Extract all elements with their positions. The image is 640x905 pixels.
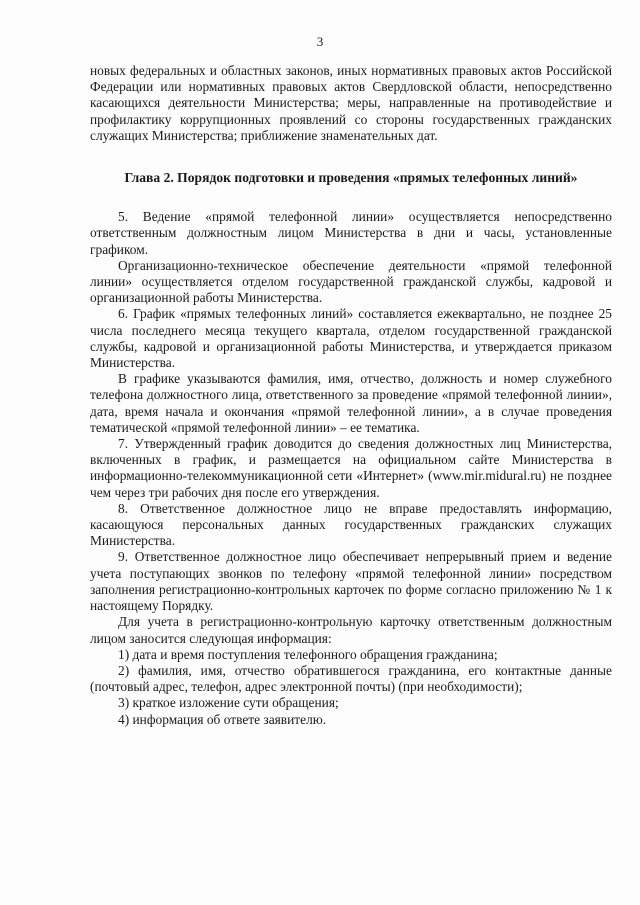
paragraph-8: 8. Ответственное должностное лицо не вправе предоставлять информацию, касающуюся персональных данных государственных гражданских служащих Министерства. [90, 500, 612, 549]
paragraph-6: 6. График «прямых телефонных линий» составляется ежеквартально, не позднее 25 числа последнего месяца текущего квартала, отделом государственной гражданской службы, кадровой и организационной работы Министерства, и утверждается приказом Министерства. [90, 306, 612, 371]
list-item-4: 4) информация об ответе заявителю. [118, 711, 327, 727]
paragraph-6-schedule: В графике указываются фамилия, имя, отчество, должность и номер служебного телефона должностного лица, ответственного за проведение «прямой телефонной линии», дата, время начала и окончания «прямой телефонной линии», а в случае проведения тематической «прямой телефонной линии» – ее тематика. [90, 371, 612, 435]
paragraph-9-info: Для учета в регистрационно-контрольную карточку ответственным должностным лицом заносится следующая информация: [90, 614, 612, 646]
paragraph-9: 9. Ответственное должностное лицо обеспечивает непрерывный прием и ведение учета поступающих звонков по телефону «прямой телефонной линии» посредством заполнения регистрационно-контрольных карточек по форме согласно приложению № 1 к настоящему Порядку. [90, 549, 612, 614]
intro-paragraph: новых федеральных и областных законов, иных нормативных правовых актов Российской Федерации или нормативных правовых актов Свердловской области, непосредственно касающихся деятельности Министерства; меры, направленные на противодействие и профилактику коррупционных проявлений со стороны государственных гражданских служащих Министерства; приближение знаменательных дат. [90, 63, 612, 143]
list-item-2: 2) фамилия, имя, отчество обратившегося гражданина, его контактные данные (почтовый адрес, телефон, адрес электронной почты) (при необходимости); [90, 662, 612, 695]
list-item-3: 3) краткое изложение сути обращения; [118, 695, 339, 711]
chapter-title: Глава 2. Порядок подготовки и проведения «прямых телефонных линий» [124, 170, 578, 186]
paragraph-7: 7. Утвержденный график доводится до сведения должностных лиц Министерства, включенных в график, и размещается на официальном сайте Министерства в информационно-телекоммуникационной сети «Интернет» (www.mir.midural.ru) не позднее чем через три рабочих дня после его утверждения. [90, 436, 612, 500]
list-item-1: 1) дата и время поступления телефонного обращения гражданина; [118, 646, 498, 662]
paragraph-5: 5. Ведение «прямой телефонной линии» осуществляется непосредственно ответственным должностным лицом Министерства в дни и часы, установленные графиком. [90, 209, 612, 257]
page-number: 3 [316, 34, 324, 49]
document-body [90, 63, 612, 728]
paragraph-5-support: Организационно-техническое обеспечение деятельности «прямой телефонной линии» осуществляется отделом государственной гражданской службы, кадровой и организационной работы Министерства. [90, 257, 612, 306]
